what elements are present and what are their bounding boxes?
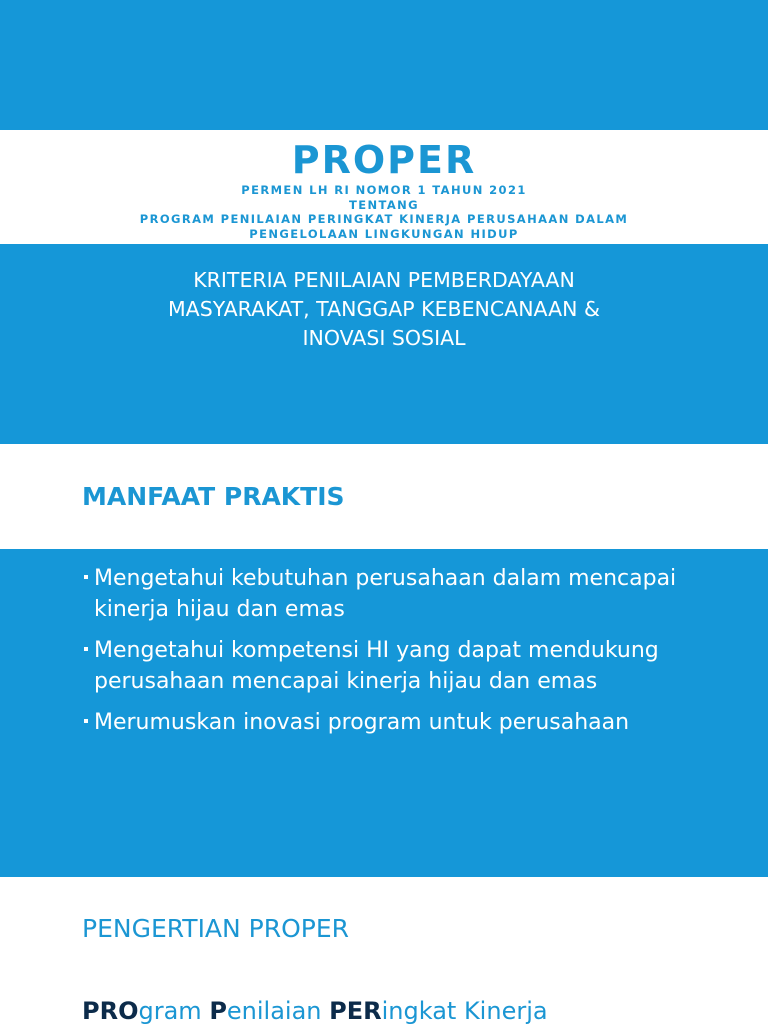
list-item (82, 707, 722, 738)
definition-part-gram: gram (138, 997, 210, 1024)
regulation-line: PERMEN LH RI NOMOR 1 TAHUN 2021 (241, 183, 527, 197)
main-title: PROPER (291, 138, 477, 182)
program-line-2: PENGELOLAAN LINGKUNGAN HIDUP (249, 226, 519, 241)
subtitle-line-2: MASYARAKAT, TANGGAP KEBENCANAAN & (167, 297, 601, 321)
definition-part-pro: PRO (82, 997, 139, 1024)
subtitle (0, 266, 768, 353)
program-line-1: PROGRAM PENILAIAN PERINGKAT KINERJA PERUSAHAAN DALAM (139, 212, 629, 226)
subtitle-line-3: INOVASI SOSIAL (302, 326, 466, 350)
definition-part-enilaian: enilaian (226, 997, 330, 1024)
definition-part-ingkat: ingkat Kinerja (381, 997, 548, 1024)
definition-line (82, 994, 548, 1024)
bullet-text: Merumuskan inovasi program untuk perusahaan (94, 710, 630, 735)
definition-part-per: PER (329, 997, 382, 1024)
top-blue-band (0, 0, 768, 130)
list-item (82, 635, 722, 697)
section-heading-manfaat: MANFAAT PRAKTIS (82, 482, 345, 511)
bullet-text: Mengetahui kebutuhan perusahaan dalam mencapai kinerja hijau dan emas (94, 566, 677, 622)
section-heading-pengertian: PENGERTIAN PROPER (82, 914, 350, 943)
bullet-icon (84, 647, 88, 651)
regulation-block (0, 183, 768, 241)
definition-part-p: P (209, 997, 227, 1024)
bullet-list (82, 563, 722, 748)
bullet-icon (84, 719, 88, 723)
list-item (82, 563, 722, 625)
bullet-icon (84, 575, 88, 579)
bullet-text: Mengetahui kompetensi HI yang dapat mendukung perusahaan mencapai kinerja hijau dan emas (94, 638, 659, 694)
connector-line: TENTANG (348, 197, 420, 212)
subtitle-line-1: KRITERIA PENILAIAN PEMBERDAYAAN (193, 268, 575, 292)
